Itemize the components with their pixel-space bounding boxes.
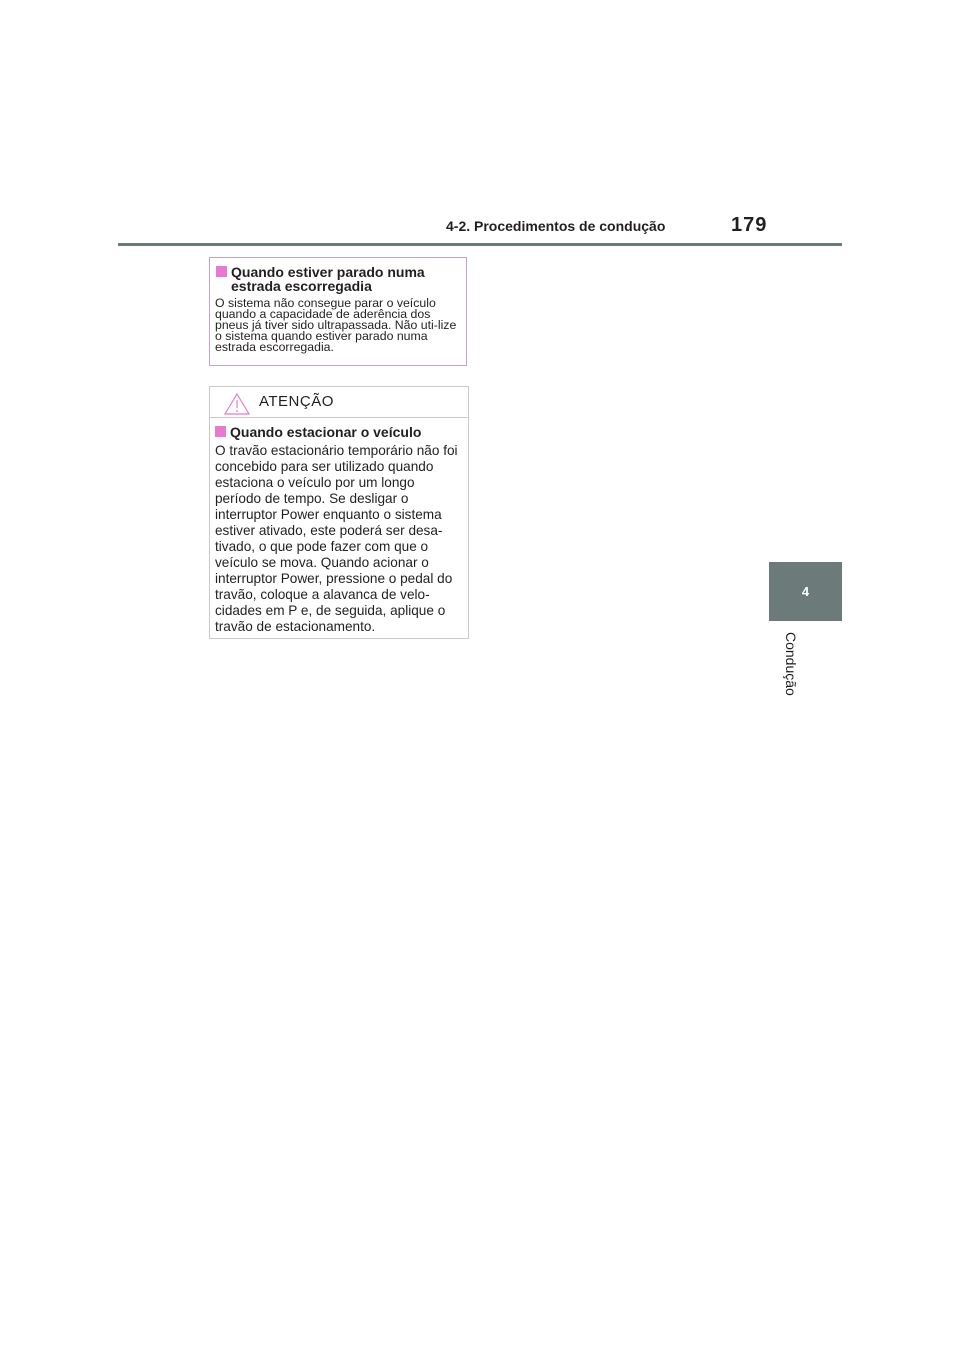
chapter-number: 4	[801, 584, 810, 599]
warning-box	[209, 386, 469, 639]
chapter-tab	[769, 562, 842, 621]
square-bullet-icon	[215, 426, 226, 437]
warning-box-body: O travão estacionário temporário não foi concebido para ser utilizado quando estaciona o veículo por um longo período de tempo. Se desligar o interruptor Power enquanto o sistema estiver ativado, este poderá ser desa-tivado, o que pode fazer com que o veículo se mova. Quando acionar o interruptor Power, pressione o pedal do travão, coloque a alavanca de velo-cidades em P e, de seguida, aplique o travão de estacionamento.	[215, 443, 458, 634]
warning-box-title-text: Quando estacionar o veículo	[230, 424, 422, 440]
warning-box-title	[213, 425, 468, 439]
section-title: 4-2. Procedimentos de condução	[446, 218, 666, 234]
page-number: 179	[731, 214, 768, 236]
info-box	[209, 257, 467, 366]
header-divider	[118, 243, 842, 246]
warning-header	[210, 387, 468, 418]
info-box-body: O sistema não consegue parar o veículo quando a capacidade de aderência dos pneus já tiver sido ultrapassada. Não uti-lize o sistema quando estiver parado numa estrada escorregadia.	[215, 296, 457, 354]
info-box-title	[214, 265, 466, 293]
square-bullet-icon	[216, 266, 227, 277]
warning-label: ATENÇÃO	[259, 393, 334, 410]
warning-triangle-icon	[224, 393, 250, 420]
chapter-title: Condução	[783, 632, 799, 696]
info-box-title-text: Quando estiver parado numa estrada escorregadia	[231, 264, 425, 294]
